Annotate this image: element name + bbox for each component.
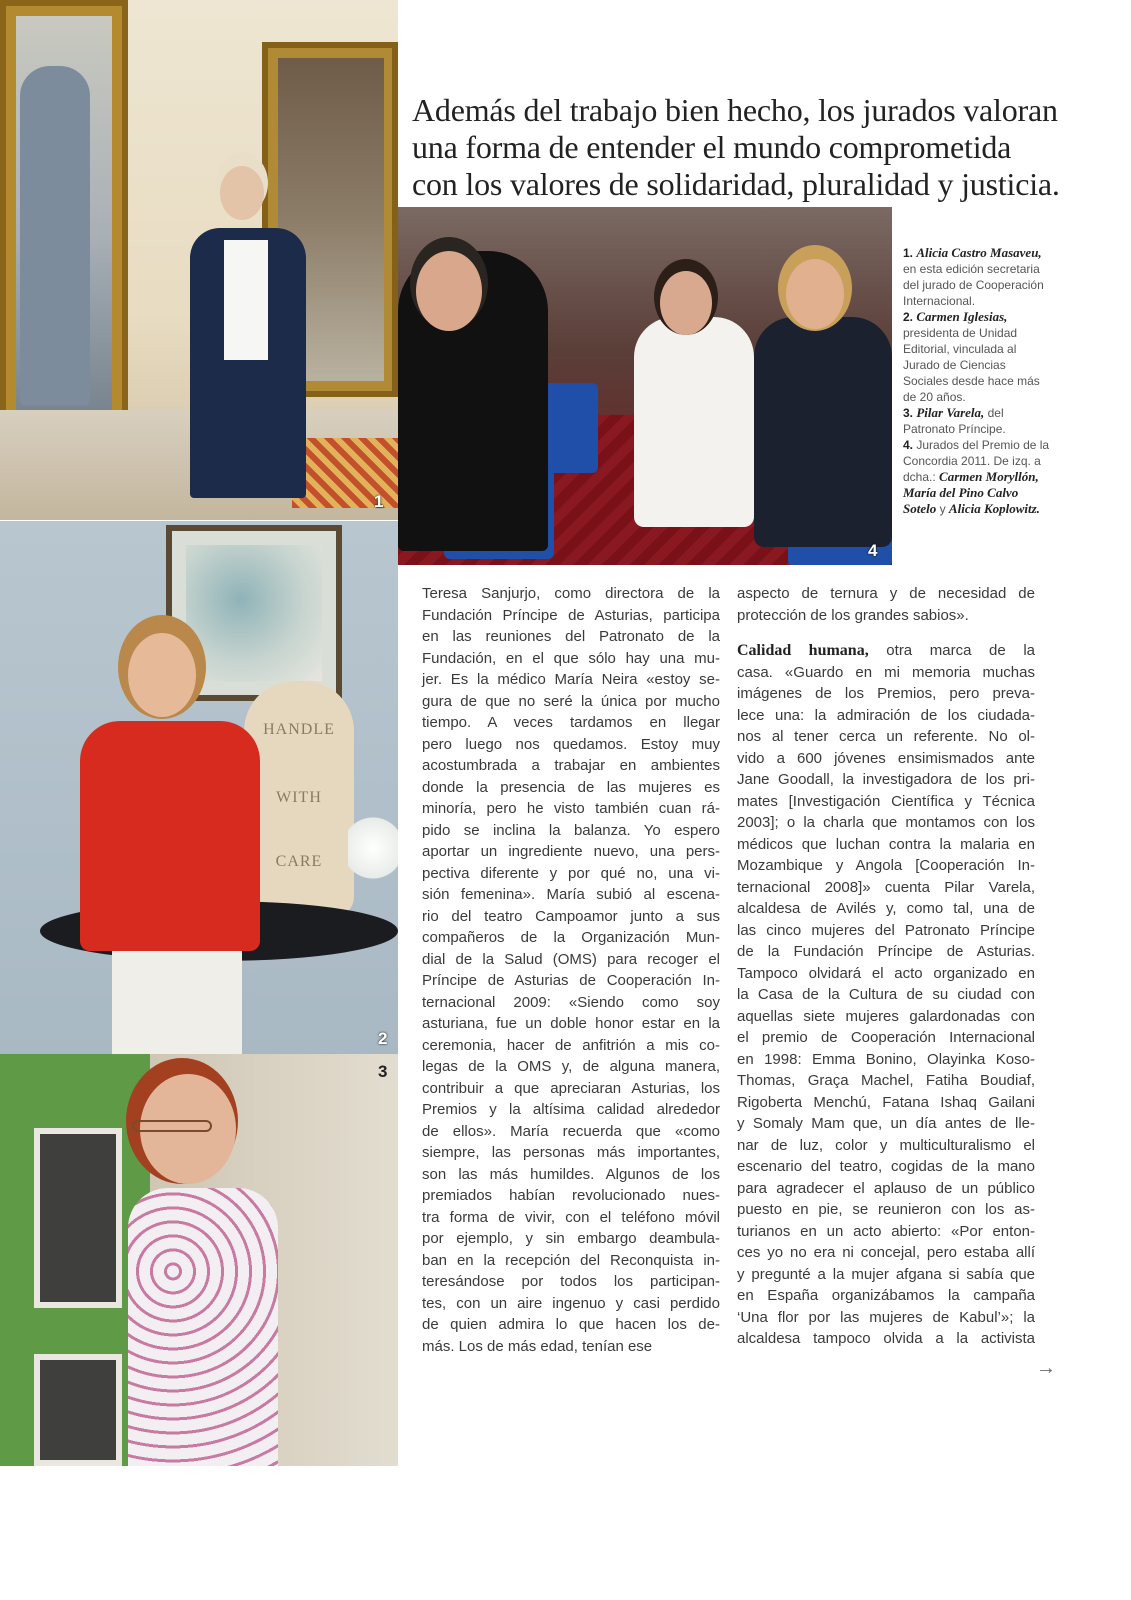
caption-name: Carmen Moryllón, <box>939 469 1039 484</box>
body-line: compañeros de la Organización Mun- <box>422 929 720 946</box>
section-lead-rest: otra marca de la <box>868 642 1035 659</box>
caption-name: María del Pino Calvo Sotelo <box>903 485 1019 516</box>
body-line: minoría, pero he visto también cuan rá- <box>422 800 720 817</box>
body-line: la Casa de la Cultura de su ciudad con <box>737 986 1035 1003</box>
body-line: turianos en un acto abierto: «Por enton- <box>737 1222 1035 1240</box>
body-line: ‘Una flor por las mujeres de Kabul’»; la <box>737 1308 1035 1326</box>
dress-form-text-2: WITH <box>276 789 322 806</box>
window <box>34 1354 122 1466</box>
body-line: gura de que no seré la única por mucho <box>422 692 720 710</box>
continue-arrow-icon: → <box>1036 1357 1056 1379</box>
body-line: Fundación Príncipe de Asturias, participa <box>422 606 720 624</box>
body-line: Jane Goodall, la investigadora de los pri- <box>737 771 1035 788</box>
body-line: alcaldesa de Avilés y, como tal, una de <box>737 900 1035 917</box>
body-line: pectiva diferente y por qué no, una vi- <box>422 864 720 882</box>
body-line: tes, con un aire ingenuo y casi perdido <box>422 1294 720 1312</box>
body-line: son las más humildes. Algunos de los <box>422 1165 720 1183</box>
caption-text: en esta edición secretaria del jurado de Cooperación Internacional. <box>903 262 1044 308</box>
body-line: las cinco mujeres del Patronato Príncipe <box>737 921 1035 939</box>
window <box>34 1128 122 1308</box>
caption-joiner: y <box>939 502 946 516</box>
photo-alicia-castro <box>0 0 398 520</box>
body-line: donde la presencia de las mujeres es <box>422 778 720 796</box>
body-line: protección de los grandes sabios». <box>737 606 969 624</box>
caption-3 <box>903 405 1053 437</box>
photo-carmen-iglesias <box>0 521 398 1054</box>
headline-line-3: con los valores de solidaridad, pluralidad y justicia. <box>412 166 1060 202</box>
photo-pilar-varela <box>0 1054 398 1466</box>
body-line: aquellas siete mujeres galardonadas con <box>737 1007 1035 1025</box>
caption-text: Jurados del Premio de la Concordia 2011. De izq. a dcha.: <box>903 438 1050 484</box>
body-line: en las reuniones del Patronato de la <box>422 628 720 645</box>
body-line: ternacional 2009: «Siendo como soy <box>422 993 720 1011</box>
caption-4 <box>903 437 1053 517</box>
caption-name: Alicia Koplowitz. <box>948 501 1040 516</box>
body-line: y pregunté a la mujer afgana si sabía que <box>737 1265 1035 1283</box>
body-line: siempre, las personas más importantes, <box>422 1144 720 1161</box>
dress-form-text-3: CARE <box>275 853 323 870</box>
body-line: Príncipe de Asturias de Cooperación In- <box>422 972 720 989</box>
body-line: Mozambique y Angola [Cooperación In- <box>737 857 1035 874</box>
body-line: de quien admira lo que hacen los de- <box>422 1316 720 1333</box>
body-line: ceremonia, hacer de anfitrión a mis co- <box>422 1036 720 1054</box>
dress-form-text-1: HANDLE <box>263 721 335 738</box>
body-line: más. Los de más edad, tenían ese <box>422 1337 653 1355</box>
body-line: de la Fundación Príncipe de Asturias. <box>737 943 1035 960</box>
body-line: casa. «Guardo en mi memoria muchas <box>737 663 1035 681</box>
headline <box>412 92 1062 203</box>
body-line: pero luego nos quedamos. Estoy muy <box>422 735 720 753</box>
body-line: y Somaly Mam que, un día antes de lle- <box>737 1115 1035 1132</box>
caption-number: 4. <box>903 438 914 452</box>
section-lead-line <box>737 640 1035 662</box>
body-line: ban en la recepción del Reconquista in- <box>422 1251 720 1269</box>
photo-jurados-concordia <box>398 207 892 565</box>
painting-left <box>0 0 128 468</box>
body-line: legas de la OMS y, de alguna manera, <box>422 1058 720 1075</box>
body-line: Fundación, en el que sólo hay una mu- <box>422 649 720 667</box>
body-line: puesto en pie, se reunieron con los as- <box>737 1201 1035 1218</box>
body-line: Thomas, Graça Machel, Fatiha Boudiaf, <box>737 1072 1035 1089</box>
body-column-2 <box>737 583 1035 1350</box>
body-line: Rigoberta Menchú, Fatana Ishaq Gailani <box>737 1093 1035 1111</box>
body-line: premiados habían revolucionado nues- <box>422 1187 720 1204</box>
body-line: jer. Es la médico María Neira «estoy se- <box>422 671 720 688</box>
body-line: en 1998: Emma Bonino, Olayinka Koso- <box>737 1050 1035 1068</box>
glasses <box>132 1120 212 1132</box>
body-line: Tampoco olvidará el acto organizado en <box>737 964 1035 982</box>
caption-text: del Patronato Príncipe. <box>903 406 1006 436</box>
body-column-1 <box>422 583 720 1357</box>
caption-number: 3. <box>903 406 914 420</box>
body-line: nar de luz, color y multiculturalismo el <box>737 1136 1035 1154</box>
photo-number-4: 4 <box>868 541 878 560</box>
body-line: 2003]; o la charla que montamos con los <box>737 814 1035 831</box>
body-line: por ejemplo, y sin embargo deambula- <box>422 1230 720 1247</box>
body-line: ces yo no era ni concejal, pero estaba allí <box>737 1244 1035 1261</box>
body-line: médicos que luchan contra la malaria en <box>737 835 1035 853</box>
caption-number: 2. <box>903 310 914 324</box>
body-line: ternacional 2008]» cuenta Pilar Varela, <box>737 878 1035 896</box>
body-line: aspecto de ternura y de necesidad de <box>737 585 1035 602</box>
headline-line-2: una forma de entender el mundo comprometida <box>412 129 1012 165</box>
body-line: tiempo. A veces tardamos en llegar <box>422 714 720 731</box>
body-line: mates [Investigación Científica y Técnica <box>737 792 1035 810</box>
body-line: imágenes de los Premios, pero preva- <box>737 685 1035 702</box>
caption-text: presidenta de Unidad Editorial, vinculada al Jurado de Ciencias Sociales desde hace más de 20 años. <box>903 326 1040 404</box>
body-line: escenario del teatro, cogidas de la mano <box>737 1158 1035 1175</box>
caption-name: Pilar Varela, <box>916 405 985 420</box>
caption-number: 1. <box>903 246 914 260</box>
body-line: lece una: la admiración de los ciudada- <box>737 706 1035 724</box>
body-line: Premios y la altísima calidad alrededor <box>422 1101 720 1118</box>
body-line: sión femenina». María subió al escena- <box>422 886 720 903</box>
body-line: de ellos». María recuerda que «como <box>422 1122 720 1140</box>
section-lead: Calidad humana, <box>737 642 869 659</box>
dress-form <box>244 681 354 917</box>
body-line: Teresa Sanjurjo, como directora de la <box>422 585 720 602</box>
body-line: dial de la Salud (OMS) para recoger el <box>422 950 720 968</box>
body-line: contribuir a que apreciaran Asturias, los <box>422 1079 720 1097</box>
body-line: asturiana, fue un doble honor estar en la <box>422 1015 720 1032</box>
caption-2 <box>903 309 1053 405</box>
body-line: nos al tener cerca un referente. No ol- <box>737 728 1035 745</box>
body-line: para agradecer el aplauso de un público <box>737 1179 1035 1197</box>
body-line: acostumbrada a trabajar en ambientes <box>422 757 720 774</box>
body-line: aportar un ingrediente nuevo, una pers- <box>422 843 720 860</box>
body-line: rio del teatro Campoamor junto a sus <box>422 907 720 925</box>
photo-number-2: 2 <box>378 1029 388 1048</box>
body-line: alcaldesa tampoco olvida a la activista <box>737 1330 1035 1347</box>
photo-number-1: 1 <box>374 492 384 511</box>
caption-1 <box>903 245 1053 309</box>
headline-line-1: Además del trabajo bien hecho, los jurados valoran <box>412 92 1058 128</box>
photo-captions <box>903 245 1053 517</box>
body-line: el premio de Cooperación Internacional <box>737 1029 1035 1046</box>
body-line: vido a 600 jóvenes ensimismados ante <box>737 749 1035 767</box>
body-line: tra forma de vivir, con el teléfono móvil <box>422 1208 720 1226</box>
photo-number-3: 3 <box>378 1062 388 1081</box>
caption-name: Alicia Castro Masaveu, <box>916 245 1042 260</box>
body-line: en España organizábamos la campaña <box>737 1287 1035 1304</box>
body-line: teresándose por todos los participan- <box>422 1273 720 1290</box>
body-line: pido se inclina la balanza. Yo espero <box>422 821 720 839</box>
caption-name: Carmen Iglesias, <box>916 309 1008 324</box>
